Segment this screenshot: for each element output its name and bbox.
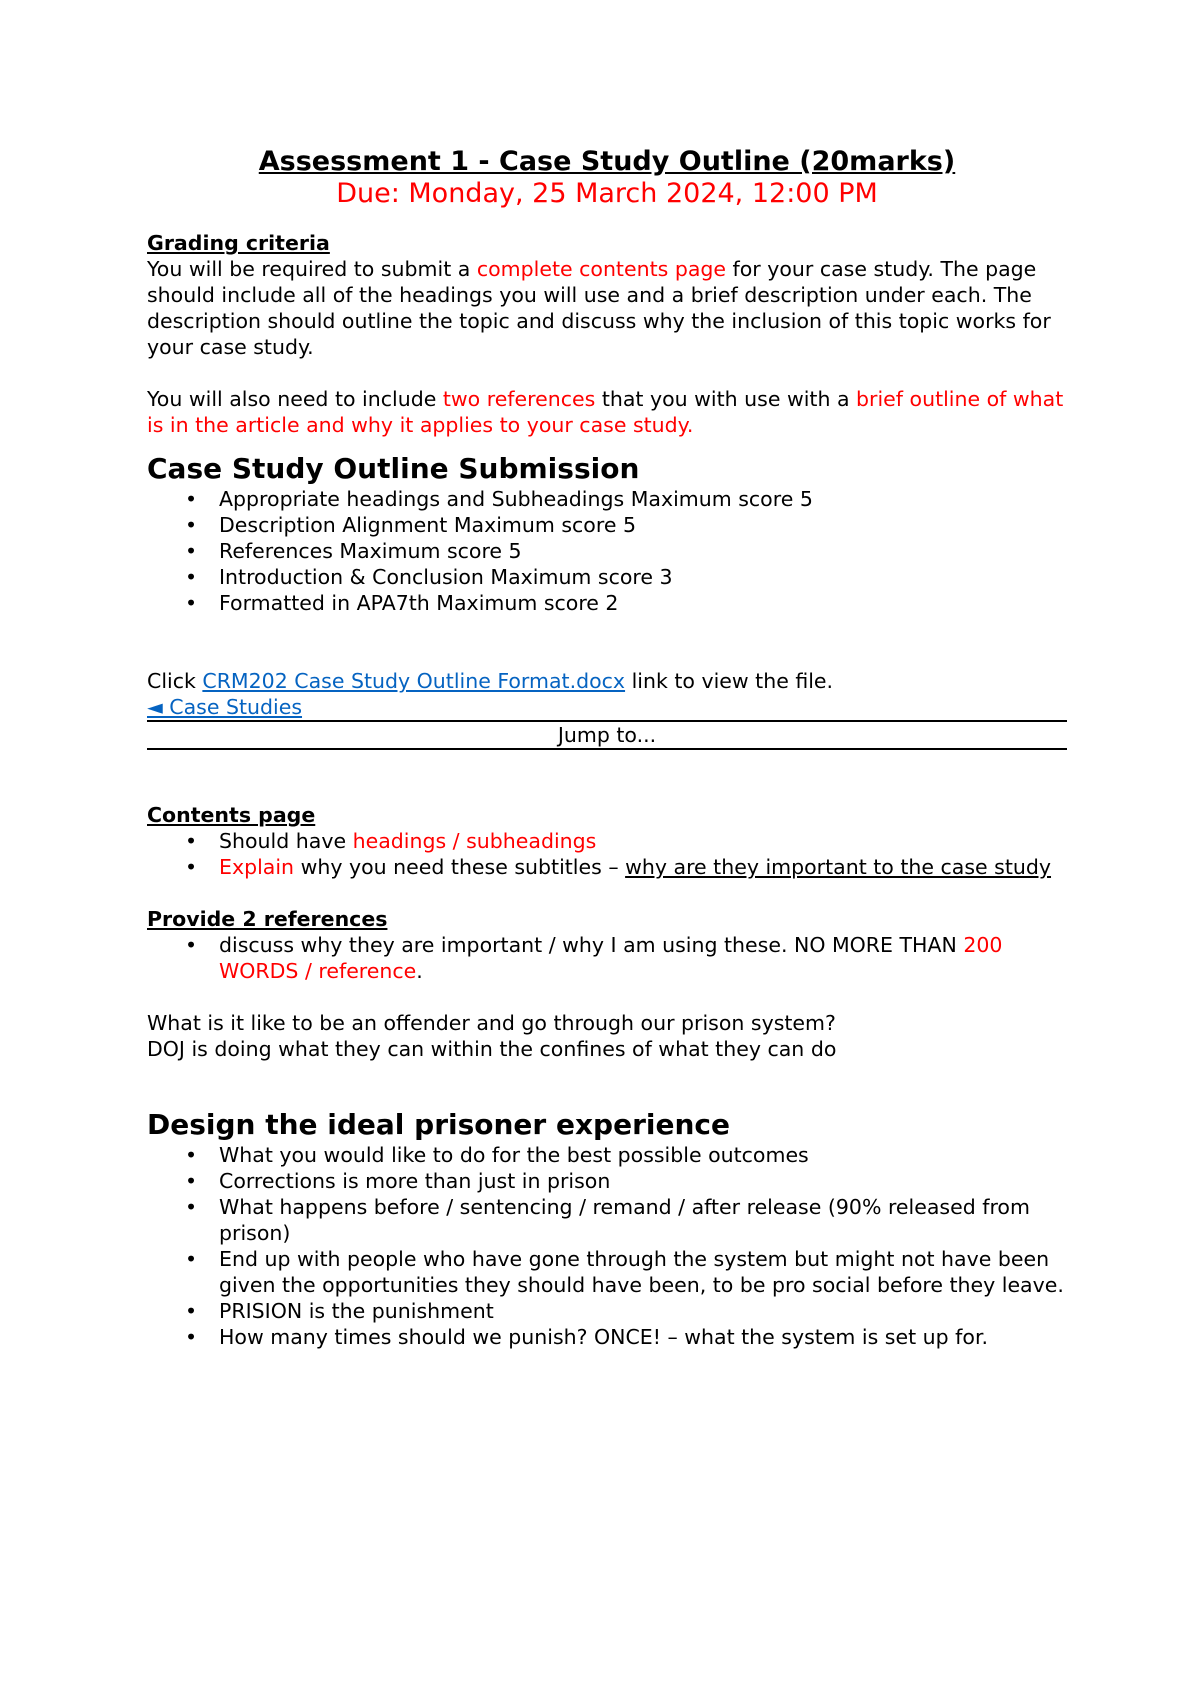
highlight-text: headings / subheadings — [352, 829, 597, 853]
file-line-suffix: link to view the file. — [625, 669, 834, 693]
back-link-case-studies[interactable]: ◄ Case Studies — [147, 695, 303, 719]
highlight-text: Explain — [219, 855, 295, 879]
design-heading: Design the ideal prisoner experience — [147, 1108, 730, 1141]
list-item: • PRISION is the punishment — [147, 1298, 1067, 1324]
grading-paragraph-1 — [147, 256, 1067, 360]
grading-text: You will also need to include — [147, 387, 443, 411]
list-text: Should have — [219, 829, 353, 853]
list-item: • Appropriate headings and Subheadings Maximum score 5 — [147, 486, 1067, 512]
submission-list — [147, 486, 1067, 616]
list-item — [147, 854, 1067, 880]
note-line: What is it like to be an offender and go through our prison system? — [147, 1011, 836, 1035]
list-text: why you need these subtitles – — [294, 855, 626, 879]
file-line-prefix: Click — [147, 669, 203, 693]
list-item: • How many times should we punish? ONCE! – what the system is set up for. — [147, 1324, 1067, 1350]
list-text: . — [416, 959, 423, 983]
references-heading: Provide 2 references — [147, 907, 388, 931]
list-item — [147, 932, 1067, 984]
grading-text: You will be required to submit a — [147, 257, 477, 281]
page-title: Assessment 1 - Case Study Outline (20marks) — [258, 146, 956, 177]
document-content — [147, 146, 1067, 1350]
list-item: • Formatted in APA7th Maximum score 2 — [147, 590, 1067, 616]
file-link[interactable]: CRM202 Case Study Outline Format.docx — [202, 669, 626, 693]
grading-paragraph-2 — [147, 386, 1067, 438]
list-text: discuss why they are important / why I am using these. NO MORE THAN — [219, 933, 964, 957]
list-item: • Description Alignment Maximum score 5 — [147, 512, 1067, 538]
title-block — [147, 146, 1067, 210]
due-date: Due: Monday, 25 March 2024, 12:00 PM — [336, 178, 878, 209]
contents-list — [147, 828, 1067, 880]
highlight-text: brief outline of what is in the article and why it applies to your case study. — [147, 387, 1064, 437]
highlight-text: two references — [442, 387, 596, 411]
contents-page-heading: Contents page — [147, 803, 316, 827]
grading-text: for your case study. The page should include all of the headings you will use and a brief description under each. The description should outline the topic and discuss why the inclusion of this topic works for your case study. — [147, 257, 1051, 359]
submission-heading: Case Study Outline Submission — [147, 452, 640, 485]
grading-text: that you with use with a — [595, 387, 857, 411]
file-line — [147, 668, 1067, 694]
list-item: • What you would like to do for the best possible outcomes — [147, 1142, 1067, 1168]
list-item: • References Maximum score 5 — [147, 538, 1067, 564]
list-item: • End up with people who have gone through the system but might not have been given the opportunities they should have been, to be pro social before they leave. — [147, 1246, 1067, 1298]
list-item: • What happens before / sentencing / remand / after release (90% released from prison) — [147, 1194, 1067, 1246]
grading-criteria-heading: Grading criteria — [147, 231, 330, 255]
list-item: • Corrections is more than just in prison — [147, 1168, 1067, 1194]
references-list — [147, 932, 1067, 984]
note-line: DOJ is doing what they can within the confines of what they can do — [147, 1037, 837, 1061]
highlight-text: 200 WORDS / reference — [219, 933, 1003, 983]
highlight-text: complete contents page — [476, 257, 727, 281]
jump-to-select[interactable]: Jump to... — [147, 720, 1067, 750]
design-list — [147, 1142, 1067, 1350]
list-item — [147, 828, 1067, 854]
list-item: • Introduction & Conclusion Maximum score 3 — [147, 564, 1067, 590]
underlined-text: why are they important to the case study — [625, 855, 1052, 879]
